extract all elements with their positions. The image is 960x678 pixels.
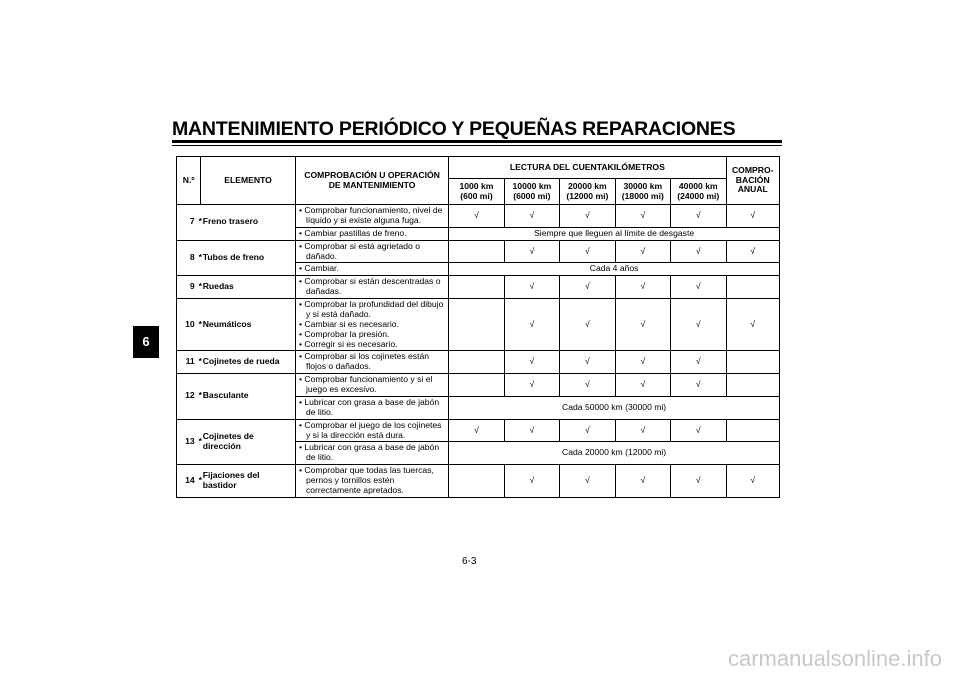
check-mark: √ (671, 276, 726, 299)
header-interval (671, 179, 726, 205)
table-row (177, 299, 780, 351)
table-row (177, 205, 780, 228)
check-mark: √ (560, 351, 615, 374)
operation-cell (295, 396, 448, 419)
check-mark: √ (615, 240, 670, 263)
item-number: 13 (177, 419, 197, 465)
check-mark: √ (671, 240, 726, 263)
empty-cell (449, 351, 504, 374)
empty-cell (449, 374, 504, 397)
empty-cell (726, 276, 780, 299)
interval-km: 30000 km (623, 180, 663, 191)
interval-note: Cada 50000 km (30000 mi) (449, 396, 780, 419)
check-mark: √ (560, 419, 615, 442)
operation-item: • Comprobar el juego de los cojinetes y si la dirección está dura. (298, 421, 446, 441)
asterisk-mark: * (197, 374, 201, 420)
check-mark: √ (560, 465, 615, 498)
check-mark: √ (504, 465, 559, 498)
asterisk-mark: * (197, 465, 201, 498)
asterisk-mark: * (197, 419, 201, 465)
asterisk-mark: * (197, 240, 201, 276)
empty-cell (449, 276, 504, 299)
operation-item: • Cambiar. (298, 264, 446, 274)
operation-item: • Comprobar si los cojinetes están flojos o dañados. (298, 352, 446, 372)
operation-cell (295, 263, 448, 276)
operation-item: • Corregir si es necesario. (298, 340, 446, 350)
item-number: 14 (177, 465, 197, 498)
operation-cell (295, 374, 448, 397)
interval-km: 10000 km (512, 180, 552, 191)
table-row (177, 419, 780, 442)
check-mark: √ (615, 205, 670, 228)
table-row (177, 351, 780, 374)
element-name: Cojinetes de rueda (201, 351, 296, 374)
header-interval (504, 179, 559, 205)
interval-mi: (6000 mi) (513, 190, 551, 201)
check-mark: √ (671, 351, 726, 374)
check-mark: √ (504, 205, 559, 228)
interval-km: 20000 km (567, 180, 607, 191)
title-rule-thin (172, 145, 782, 146)
check-mark: √ (615, 465, 670, 498)
page-title: MANTENIMIENTO PERIÓDICO Y PEQUEÑAS REPARACIONES (172, 118, 736, 140)
operation-cell (295, 240, 448, 263)
interval-note: Siempre que lleguen al límite de desgaste (449, 227, 780, 240)
operation-item: • Comprobar si está agrietado o dañado. (298, 242, 446, 262)
interval-note: Cada 20000 km (12000 mi) (449, 442, 780, 465)
table-row (177, 276, 780, 299)
check-mark: √ (615, 276, 670, 299)
asterisk-mark: * (197, 276, 201, 299)
check-mark: √ (449, 419, 504, 442)
check-mark: √ (449, 205, 504, 228)
table-row (177, 240, 780, 263)
check-mark: √ (560, 374, 615, 397)
table-row (177, 374, 780, 397)
operation-cell (295, 465, 448, 498)
operation-item: • Cambiar pastillas de freno. (298, 229, 446, 239)
check-mark: √ (615, 374, 670, 397)
asterisk-mark: * (197, 351, 201, 374)
check-mark: √ (671, 419, 726, 442)
interval-note: Cada 4 años (449, 263, 780, 276)
operation-cell (295, 276, 448, 299)
header-element: ELEMENTO (201, 157, 296, 205)
operation-item: • Comprobar funcionamiento, nivel de líquido y si existe alguna fuga. (298, 206, 446, 226)
header-interval (615, 179, 670, 205)
empty-cell (726, 374, 780, 397)
operation-cell (295, 205, 448, 228)
operation-item: • Comprobar la profundidad del dibujo y si está dañado. (298, 300, 446, 320)
check-mark: √ (504, 276, 559, 299)
check-mark: √ (504, 240, 559, 263)
operation-cell (295, 442, 448, 465)
check-mark: √ (504, 374, 559, 397)
item-number: 8 (177, 240, 197, 276)
check-mark: √ (504, 351, 559, 374)
interval-mi: (24000 mi) (677, 190, 720, 201)
check-mark: √ (615, 299, 670, 351)
operation-item: • Comprobar la presión. (298, 330, 446, 340)
element-name: Basculante (201, 374, 296, 420)
operation-item: • Lubricar con grasa a base de jabón de litio. (298, 443, 446, 463)
check-mark: √ (615, 419, 670, 442)
header-no: N.º (177, 157, 201, 205)
interval-mi: (18000 mi) (621, 190, 664, 201)
item-number: 10 (177, 299, 197, 351)
check-mark: √ (560, 205, 615, 228)
check-mark: √ (671, 205, 726, 228)
empty-cell (449, 299, 504, 351)
interval-mi: (600 mi) (460, 190, 493, 201)
interval-km: 40000 km (678, 180, 718, 191)
check-mark: √ (671, 465, 726, 498)
empty-cell (449, 240, 504, 263)
check-mark: √ (504, 419, 559, 442)
check-mark: √ (726, 240, 780, 263)
empty-cell (449, 465, 504, 498)
check-mark: √ (726, 299, 780, 351)
header-interval (449, 179, 504, 205)
interval-mi: (12000 mi) (566, 190, 609, 201)
operation-item: • Lubricar con grasa a base de jabón de litio. (298, 398, 446, 418)
element-name: Tubos de freno (201, 240, 296, 276)
operation-cell (295, 419, 448, 442)
operation-cell (295, 227, 448, 240)
header-operation: COMPROBACIÓN U OPERACIÓN DE MANTENIMIENTO (295, 157, 448, 205)
element-name: Neumáticos (201, 299, 296, 351)
operation-cell (295, 299, 448, 351)
operation-cell (295, 351, 448, 374)
operation-item: • Comprobar que todas las tuercas, pernos y tornillos estén correctamente apretados. (298, 466, 446, 496)
empty-cell (726, 419, 780, 442)
check-mark: √ (504, 299, 559, 351)
operation-item: • Comprobar funcionamiento y si el juego es excesivo. (298, 375, 446, 395)
check-mark: √ (726, 465, 780, 498)
title-rule (172, 140, 782, 143)
header-annual: COMPRO- BACIÓN ANUAL (726, 157, 780, 205)
element-name: Freno trasero (201, 205, 296, 241)
check-mark: √ (615, 351, 670, 374)
header-odometer: LECTURA DEL CUENTAKILÓMETROS (449, 157, 726, 179)
asterisk-mark: * (197, 299, 201, 351)
item-number: 11 (177, 351, 197, 374)
empty-cell (726, 351, 780, 374)
element-name: Ruedas (201, 276, 296, 299)
page-number: 6-3 (462, 556, 477, 567)
item-number: 12 (177, 374, 197, 420)
element-name: Fijaciones del bastidor (201, 465, 296, 498)
operation-item: • Cambiar si es necesario. (298, 320, 446, 330)
maintenance-table (176, 156, 780, 498)
check-mark: √ (726, 205, 780, 228)
check-mark: √ (560, 299, 615, 351)
check-mark: √ (671, 299, 726, 351)
check-mark: √ (560, 276, 615, 299)
operation-item: • Comprobar si están descentradas o dañadas. (298, 277, 446, 297)
table-row (177, 465, 780, 498)
interval-km: 1000 km (459, 180, 494, 191)
check-mark: √ (560, 240, 615, 263)
chapter-tab: 6 (133, 326, 159, 358)
watermark: carmanualsonline.info (727, 646, 942, 671)
check-mark: √ (671, 374, 726, 397)
element-name: Cojinetes de dirección (201, 419, 296, 465)
asterisk-mark: * (197, 205, 201, 241)
header-interval (560, 179, 615, 205)
item-number: 7 (177, 205, 197, 241)
item-number: 9 (177, 276, 197, 299)
